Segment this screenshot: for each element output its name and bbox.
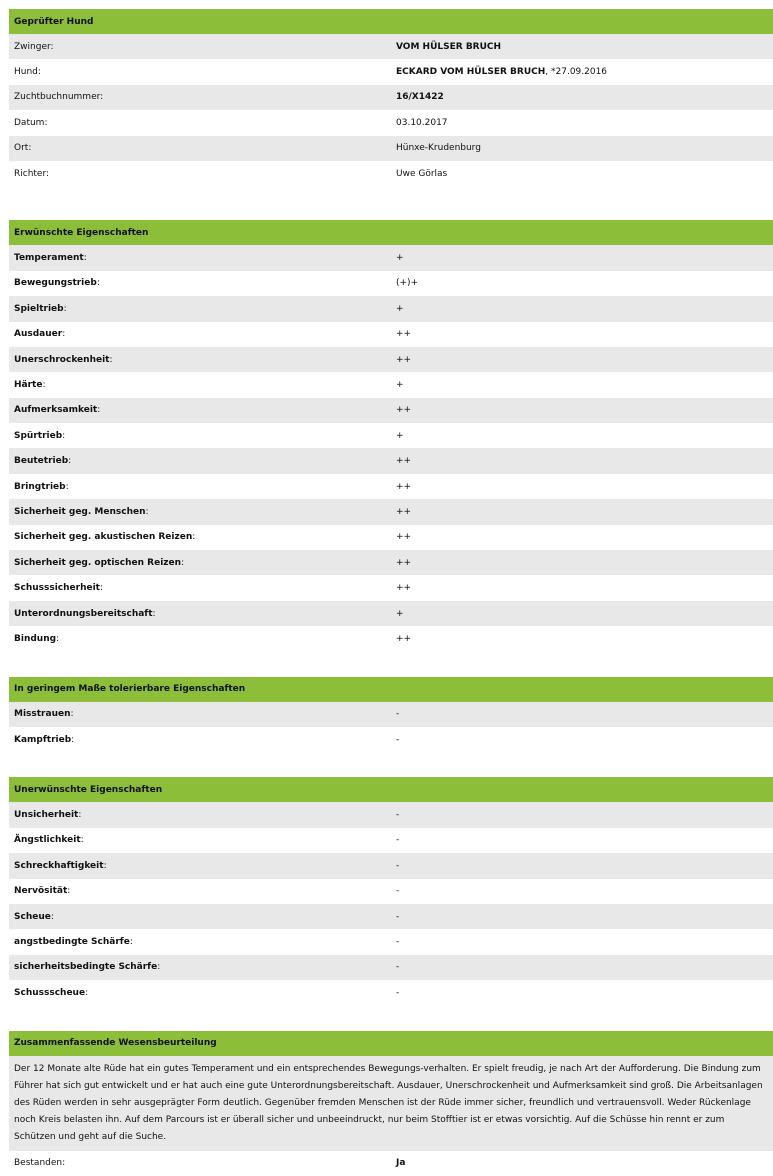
dog-info-row: [9, 85, 773, 110]
property-label: Schussscheue:: [14, 987, 89, 998]
property-label: Unterordnungsbereitschaft:: [9, 601, 391, 626]
property-label: Temperament:: [9, 245, 391, 270]
property-row: [9, 322, 773, 347]
property-name: Bindung: [14, 633, 57, 644]
property-row: [9, 525, 773, 550]
property-row: [9, 575, 773, 600]
property-name: Schreckhaftigkeit: [14, 860, 104, 871]
dog-info-value-suffix: , *27.09.2016: [545, 67, 608, 78]
property-label: Kampftrieb:: [14, 734, 75, 745]
property-name: Unterordnungsbereitschaft: [14, 608, 153, 619]
property-label: sicherheitsbedingte Schärfe:: [9, 955, 391, 980]
property-name: Schussscheue: [14, 987, 86, 998]
property-value: -: [396, 835, 400, 846]
property-label: angstbedingte Schärfe:: [14, 937, 133, 948]
property-label: Härte:: [14, 379, 46, 390]
section-title-summary: Zusammenfassende Wesensbeurteilung: [9, 1031, 773, 1056]
property-row: [9, 980, 773, 1005]
dog-info-row: [9, 136, 773, 161]
property-label: Unsicherheit:: [9, 802, 391, 827]
property-name: angstbedingte Schärfe: [14, 937, 130, 948]
property-name: Kampftrieb: [14, 734, 72, 745]
dog-info-value-suffix: Hünxe-Krudenburg: [396, 143, 481, 154]
property-name: sicherheitsbedingte Schärfe: [14, 962, 158, 973]
property-name: Sicherheit geg. optischen Reizen: [14, 557, 182, 568]
property-value: -: [396, 987, 400, 998]
property-value: -: [391, 955, 773, 980]
property-name: Nervösität: [14, 886, 68, 897]
section-title-tolerable: In geringem Maße tolerierbare Eigenschaften: [9, 677, 773, 702]
property-value: ++: [391, 347, 773, 372]
property-row: [9, 626, 773, 651]
summary-text: Der 12 Monate alte Rüde hat ein gutes Temperament und ein entsprechendes Bewegungs-verhalten. Er spielt freudig, je nach Art der Aufforderung. Die Bindung zum Führer hat sich gut entwickelt und er hat auch eine gute Unterordnungsbereitschaft. Ausdauer, Unerschrockenheit und Aufmerksamkeit sind groß. Die Arbeitsanlagen des Rüden werden in sehr ausgeprägter Form deutlich. Gegenüber fremden Menschen ist der Rüde immer sicher, freundlich und vertrauensvoll. Weder Rückenlage noch Kreis belasten ihn. Auf dem Parcours ist er überall sicher und unbeeindruckt, nur beim Stofftier ist er etwas vorsichtig. Auf die Schüsse hin rennt er zum Schützen und geht auf die Suche.: [9, 1056, 773, 1151]
property-value: +: [396, 379, 404, 390]
property-value: -: [391, 802, 773, 827]
dog-info-row: [9, 161, 773, 186]
property-row: [9, 828, 773, 853]
section-title-desired: Erwünschte Eigenschaften: [9, 220, 773, 245]
property-value: +: [391, 245, 773, 270]
property-value: (+)+: [396, 278, 419, 289]
property-label: Aufmerksamkeit:: [9, 398, 391, 423]
property-label: Spürtrieb:: [14, 430, 66, 441]
property-row: [9, 347, 773, 372]
property-row: [9, 296, 773, 321]
dog-info-row: [9, 34, 773, 59]
dog-info-value-bold: ECKARD VOM HÜLSER BRUCH: [396, 67, 546, 78]
undesired-properties-table: [9, 777, 773, 1005]
property-row: [9, 879, 773, 904]
property-name: Unerschrockenheit: [14, 354, 110, 365]
property-label: Bindung:: [14, 633, 60, 644]
property-value: ++: [396, 583, 412, 594]
property-name: Misstrauen: [14, 709, 71, 720]
passed-label: Bestanden:: [14, 1158, 66, 1169]
dog-info-label: Hund:: [14, 67, 41, 78]
property-value: ++: [396, 481, 412, 492]
property-row: [9, 271, 773, 296]
property-row: [9, 499, 773, 524]
tolerable-properties-table: [9, 677, 773, 753]
property-row: [9, 474, 773, 499]
property-value: -: [391, 853, 773, 878]
dog-info-label: Richter:: [14, 168, 50, 179]
property-row: [9, 448, 773, 473]
property-name: Härte: [14, 379, 43, 390]
property-label: Schusssicherheit:: [14, 583, 104, 594]
property-name: Sicherheit geg. akustischen Reizen: [14, 532, 193, 543]
property-value: -: [396, 886, 400, 897]
dog-info-row: [9, 59, 773, 84]
dog-info-label: Zwinger:: [9, 34, 391, 59]
property-label: Sicherheit geg. akustischen Reizen:: [14, 532, 196, 543]
report: [9, 9, 773, 1176]
property-row: [9, 398, 773, 423]
property-name: Temperament: [14, 253, 84, 264]
dog-info-value: [391, 85, 773, 110]
dog-info-value-bold: VOM HÜLSER BRUCH: [396, 41, 502, 52]
property-value: +: [391, 601, 773, 626]
property-label: Schreckhaftigkeit:: [9, 853, 391, 878]
property-label: Spieltrieb:: [9, 296, 391, 321]
property-name: Spürtrieb: [14, 430, 63, 441]
property-value: +: [391, 296, 773, 321]
property-label: Scheue:: [9, 904, 391, 929]
dog-info-table: [9, 9, 773, 186]
property-label: Ängstlichkeit:: [14, 835, 84, 846]
passed-value: Ja: [396, 1158, 406, 1169]
property-row: [9, 550, 773, 575]
section-title-dog: Geprüfter Hund: [9, 9, 773, 34]
property-row: [9, 372, 773, 397]
property-label: Misstrauen:: [9, 702, 391, 727]
property-value: ++: [391, 550, 773, 575]
dog-info-value-suffix: Uwe Görlas: [396, 168, 448, 179]
property-name: Ausdauer: [14, 329, 63, 340]
property-value: -: [396, 937, 400, 948]
property-row: [9, 727, 773, 752]
property-value: ++: [391, 398, 773, 423]
property-row: [9, 802, 773, 827]
property-name: Aufmerksamkeit: [14, 405, 98, 416]
property-value: ++: [391, 448, 773, 473]
property-value: ++: [396, 329, 412, 340]
dog-info-label: Ort:: [9, 136, 391, 161]
dog-info-value: [391, 136, 773, 161]
property-name: Beutetrieb: [14, 456, 69, 467]
property-name: Ängstlichkeit: [14, 835, 81, 846]
dog-info-value: [391, 34, 773, 59]
property-name: Bewegungstrieb: [14, 278, 97, 289]
dog-info-value-bold: 16/X1422: [396, 92, 444, 103]
property-value: ++: [391, 499, 773, 524]
property-name: Spieltrieb: [14, 303, 64, 314]
desired-properties-table: [9, 220, 773, 651]
property-name: Scheue: [14, 911, 51, 922]
property-label: Nervösität:: [14, 886, 71, 897]
property-value: -: [396, 734, 400, 745]
property-value: -: [391, 904, 773, 929]
property-row: [9, 904, 773, 929]
dog-info-value-suffix: 03.10.2017: [396, 117, 448, 128]
property-row: [9, 955, 773, 980]
property-value: -: [391, 702, 773, 727]
property-name: Schusssicherheit: [14, 583, 100, 594]
dog-info-value: [391, 110, 773, 135]
dog-info-value: [391, 59, 773, 84]
property-row: [9, 601, 773, 626]
property-value: ++: [396, 633, 412, 644]
property-row: [9, 423, 773, 448]
property-row: [9, 853, 773, 878]
dog-info-label: Datum:: [14, 117, 48, 128]
property-label: Sicherheit geg. optischen Reizen:: [9, 550, 391, 575]
property-value: ++: [396, 532, 412, 543]
property-label: Beutetrieb:: [9, 448, 391, 473]
section-title-undesired: Unerwünschte Eigenschaften: [9, 777, 773, 802]
property-row: [9, 702, 773, 727]
dog-info-value: [391, 161, 773, 186]
property-row: [9, 929, 773, 954]
property-value: +: [396, 430, 404, 441]
dog-info-row: [9, 110, 773, 135]
property-label: Bewegungstrieb:: [14, 278, 100, 289]
summary-table: [9, 1031, 773, 1176]
property-name: Unsicherheit: [14, 810, 79, 821]
dog-info-label: Zuchtbuchnummer:: [9, 85, 391, 110]
property-row: [9, 245, 773, 270]
property-label: Ausdauer:: [14, 329, 66, 340]
property-name: Sicherheit geg. Menschen: [14, 506, 146, 517]
property-label: Sicherheit geg. Menschen:: [9, 499, 391, 524]
property-name: Bringtrieb: [14, 481, 66, 492]
property-label: Bringtrieb:: [14, 481, 69, 492]
property-label: Unerschrockenheit:: [9, 347, 391, 372]
